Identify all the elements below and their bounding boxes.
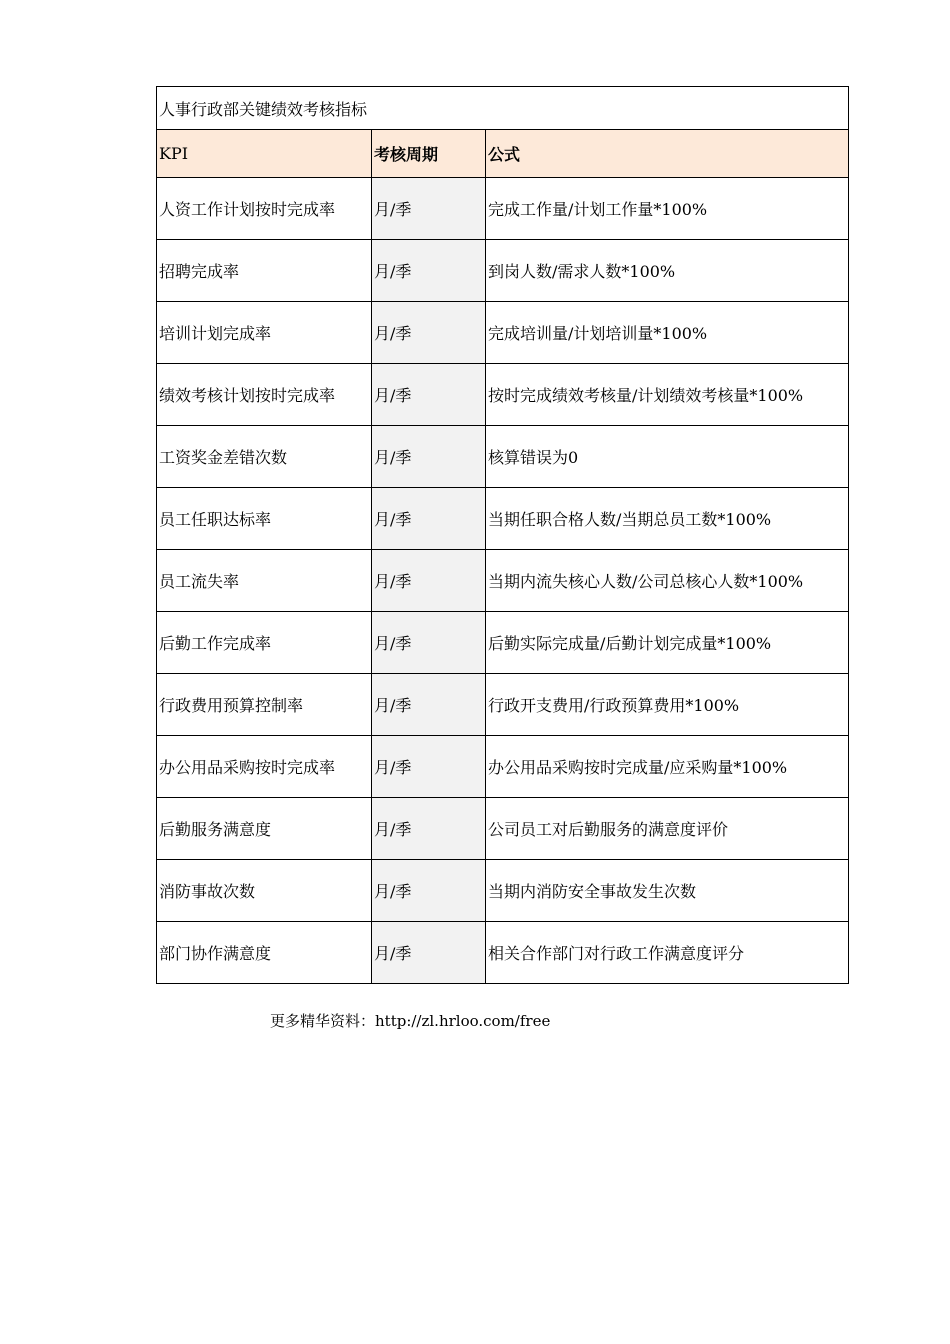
cycle-cell: 月/季 [372, 674, 486, 736]
cycle-cell: 月/季 [372, 302, 486, 364]
title-row [157, 87, 849, 130]
column-header-formula: 公式 [486, 130, 849, 178]
kpi-cell: 工资奖金差错次数 [157, 426, 372, 488]
formula-cell: 完成工作量/计划工作量*100% [486, 178, 849, 240]
table-row [157, 364, 849, 426]
cycle-cell: 月/季 [372, 488, 486, 550]
kpi-table [156, 86, 849, 984]
kpi-cell: 后勤工作完成率 [157, 612, 372, 674]
cycle-cell: 月/季 [372, 364, 486, 426]
cycle-cell: 月/季 [372, 736, 486, 798]
cycle-cell: 月/季 [372, 240, 486, 302]
table-row [157, 674, 849, 736]
cycle-cell: 月/季 [372, 178, 486, 240]
kpi-cell: 员工流失率 [157, 550, 372, 612]
formula-cell: 相关合作部门对行政工作满意度评分 [486, 922, 849, 984]
table-row [157, 612, 849, 674]
table-row [157, 240, 849, 302]
cycle-cell: 月/季 [372, 860, 486, 922]
table-row [157, 488, 849, 550]
kpi-cell: 人资工作计划按时完成率 [157, 178, 372, 240]
formula-cell: 核算错误为0 [486, 426, 849, 488]
kpi-cell: 后勤服务满意度 [157, 798, 372, 860]
formula-cell: 后勤实际完成量/后勤计划完成量*100% [486, 612, 849, 674]
formula-cell: 办公用品采购按时完成量/应采购量*100% [486, 736, 849, 798]
cycle-cell: 月/季 [372, 922, 486, 984]
table-row [157, 736, 849, 798]
column-header-kpi: KPI [157, 130, 372, 178]
cycle-cell: 月/季 [372, 798, 486, 860]
kpi-cell: 部门协作满意度 [157, 922, 372, 984]
table-row [157, 302, 849, 364]
cycle-cell: 月/季 [372, 550, 486, 612]
formula-cell: 当期内流失核心人数/公司总核心人数*100% [486, 550, 849, 612]
kpi-cell: 行政费用预算控制率 [157, 674, 372, 736]
kpi-cell: 培训计划完成率 [157, 302, 372, 364]
cycle-cell: 月/季 [372, 426, 486, 488]
formula-cell: 到岗人数/需求人数*100% [486, 240, 849, 302]
footer-link-text: 更多精华资料：http://zl.hrloo.com/free [270, 1012, 551, 1030]
table-row [157, 798, 849, 860]
kpi-cell: 绩效考核计划按时完成率 [157, 364, 372, 426]
table-row [157, 550, 849, 612]
formula-cell: 当期任职合格人数/当期总员工数*100% [486, 488, 849, 550]
column-header-cycle: 考核周期 [372, 130, 486, 178]
kpi-cell: 办公用品采购按时完成率 [157, 736, 372, 798]
page-title: 人事行政部关键绩效考核指标 [157, 87, 849, 130]
formula-cell: 当期内消防安全事故发生次数 [486, 860, 849, 922]
table-row [157, 922, 849, 984]
formula-cell: 公司员工对后勤服务的满意度评价 [486, 798, 849, 860]
cycle-cell: 月/季 [372, 612, 486, 674]
table-row [157, 178, 849, 240]
formula-cell: 完成培训量/计划培训量*100% [486, 302, 849, 364]
header-row [157, 130, 849, 178]
kpi-cell: 消防事故次数 [157, 860, 372, 922]
kpi-cell: 招聘完成率 [157, 240, 372, 302]
formula-cell: 按时完成绩效考核量/计划绩效考核量*100% [486, 364, 849, 426]
kpi-sheet [156, 86, 848, 984]
table-row [157, 860, 849, 922]
kpi-cell: 员工任职达标率 [157, 488, 372, 550]
table-row [157, 426, 849, 488]
formula-cell: 行政开支费用/行政预算费用*100% [486, 674, 849, 736]
